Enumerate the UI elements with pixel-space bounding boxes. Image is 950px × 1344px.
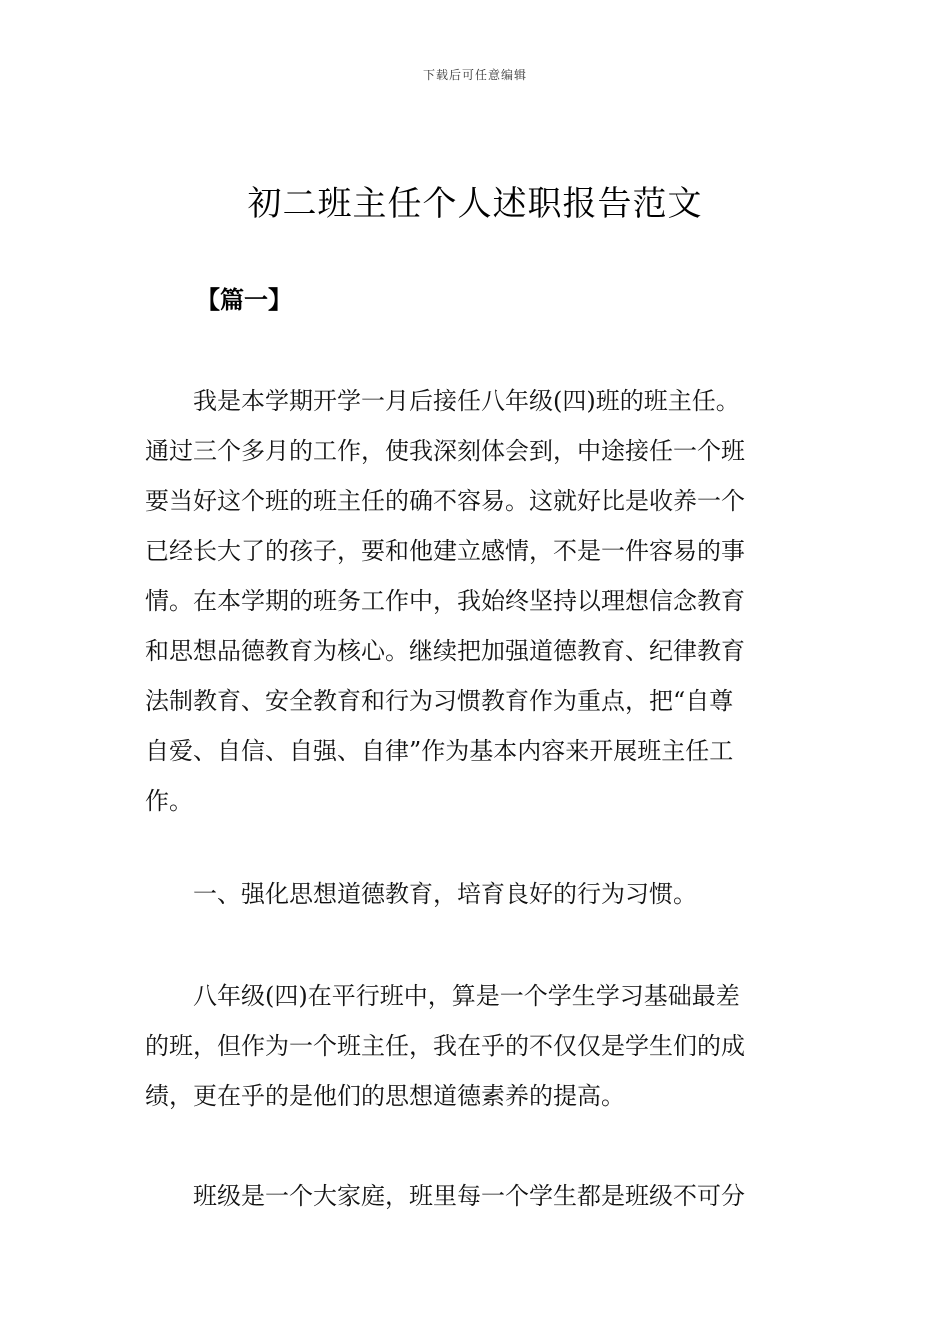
section-mark: 【篇一】	[196, 285, 292, 314]
text-line: 班级是一个大家庭，班里每一个学生都是班级不可分	[145, 1182, 745, 1210]
text-line: 作。	[145, 787, 193, 815]
text-line: 的班，但作为一个班主任，我在乎的不仅仅是学生们的成	[145, 1032, 745, 1060]
paragraph-heading-one	[145, 869, 807, 919]
paragraph-intro	[145, 376, 807, 826]
text-line: 八年级(四)在平行班中，算是一个学生学习基础最差	[145, 982, 740, 1010]
text-line: 已经长大了的孩子，要和他建立感情，不是一件容易的事	[145, 537, 745, 565]
text-line: 一、强化思想道德教育，培育良好的行为习惯。	[145, 880, 697, 908]
header-note: 下载后可任意编辑	[422, 68, 527, 82]
document-title: 初二班主任个人述职报告范文	[247, 184, 703, 224]
text-line: 法制教育、安全教育和行为习惯教育作为重点，把“自尊	[145, 687, 734, 715]
text-line: 绩，更在乎的是他们的思想道德素养的提高。	[145, 1082, 625, 1110]
paragraph-class-four	[145, 971, 807, 1121]
paragraph-class-family	[145, 1171, 807, 1221]
text-line: 和思想品德教育为核心。继续把加强道德教育、纪律教育	[145, 637, 745, 665]
text-line: 自爱、自信、自强、自律”作为基本内容来开展班主任工	[145, 737, 734, 765]
text-line: 要当好这个班的班主任的确不容易。这就好比是收养一个	[145, 487, 745, 515]
text-line: 我是本学期开学一月后接任八年级(四)班的班主任。	[145, 387, 740, 415]
text-line: 通过三个多月的工作，使我深刻体会到，中途接任一个班	[145, 437, 745, 465]
text-line: 情。在本学期的班务工作中，我始终坚持以理想信念教育	[145, 587, 745, 615]
